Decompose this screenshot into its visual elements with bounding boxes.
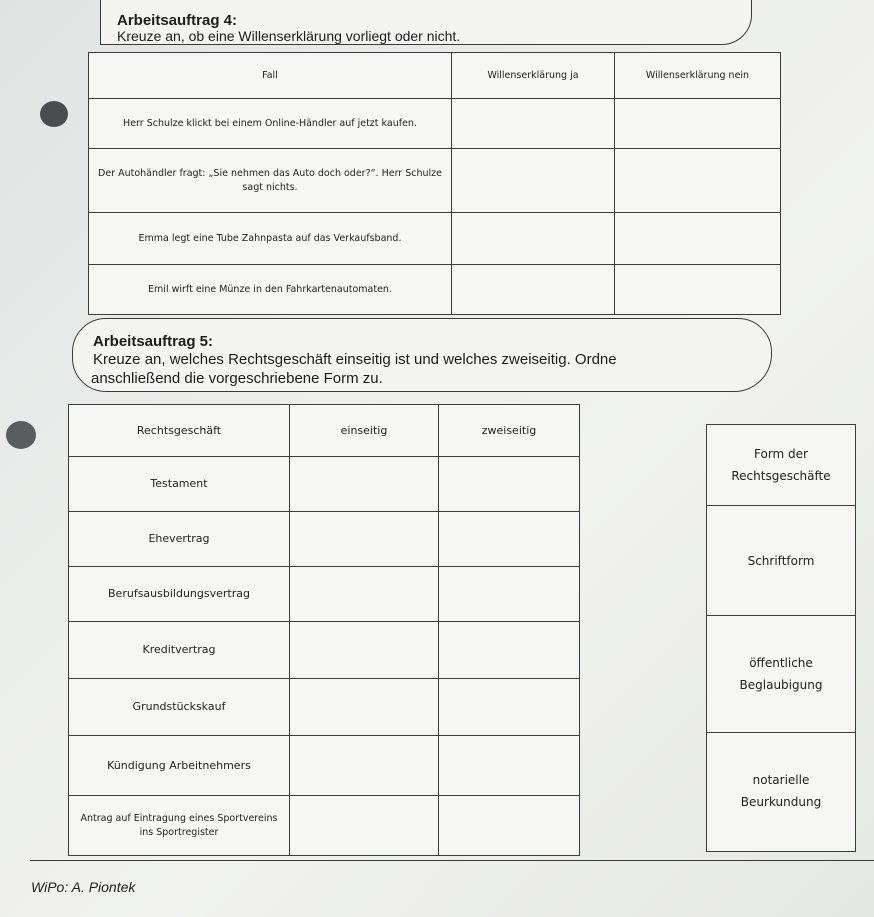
task4-case-2: Der Autohändler fragt: „Sie nehmen das Auto doch oder?“. Herr Schulze sagt nichts. bbox=[89, 149, 452, 213]
task5-header-unilateral: einseitig bbox=[290, 405, 439, 457]
table-row bbox=[69, 567, 580, 622]
checkbox-cell[interactable] bbox=[439, 796, 580, 856]
table-row bbox=[89, 213, 781, 265]
form-options-box bbox=[706, 424, 856, 852]
task4-case-4: Emil wirft eine Münze in den Fahrkartenautomaten. bbox=[89, 265, 452, 315]
checkbox-cell[interactable] bbox=[452, 99, 615, 149]
form-option-notarization[interactable] bbox=[707, 733, 855, 849]
table-row bbox=[89, 99, 781, 149]
checkbox-cell[interactable] bbox=[615, 149, 781, 213]
form-option-written[interactable] bbox=[707, 506, 855, 616]
bullet-point bbox=[40, 101, 68, 127]
task5-transaction-5: Grundstückskauf bbox=[69, 679, 290, 736]
form-option-label: notarielle bbox=[752, 773, 810, 787]
form-option-label: Schriftform bbox=[747, 553, 815, 568]
task4-instruction: Kreuze an, ob eine Willenserklärung vorliegt oder nicht. bbox=[117, 28, 461, 44]
footer-divider bbox=[30, 860, 874, 861]
checkbox-cell[interactable] bbox=[290, 679, 439, 736]
checkbox-cell[interactable] bbox=[439, 567, 580, 622]
bullet-point bbox=[6, 421, 36, 449]
task5-table bbox=[68, 404, 580, 856]
task4-table bbox=[88, 52, 781, 315]
checkbox-cell[interactable] bbox=[452, 149, 615, 213]
checkbox-cell[interactable] bbox=[290, 796, 439, 856]
checkbox-cell[interactable] bbox=[615, 213, 781, 265]
task5-transaction-1: Testament bbox=[69, 457, 290, 512]
form-option-label: Beurkundung bbox=[740, 795, 822, 809]
footer-author: WiPo: A. Piontek bbox=[31, 879, 136, 895]
checkbox-cell[interactable] bbox=[439, 679, 580, 736]
form-box-header-line2: Rechtsgeschäfte bbox=[731, 469, 831, 483]
table-row bbox=[69, 796, 580, 856]
task5-transaction-3: Berufsausbildungsvertrag bbox=[69, 567, 290, 622]
checkbox-cell[interactable] bbox=[290, 622, 439, 679]
table-row bbox=[89, 265, 781, 315]
task4-header-case: Fall bbox=[89, 53, 452, 99]
form-option-public-certification[interactable] bbox=[707, 616, 855, 733]
checkbox-cell[interactable] bbox=[439, 736, 580, 796]
task5-bubble bbox=[72, 318, 772, 392]
checkbox-cell[interactable] bbox=[290, 457, 439, 512]
form-option-label: öffentliche bbox=[749, 656, 813, 670]
checkbox-cell[interactable] bbox=[290, 512, 439, 567]
task4-case-3: Emma legt eine Tube Zahnpasta auf das Verkaufsband. bbox=[89, 213, 452, 265]
table-row bbox=[89, 149, 781, 213]
task4-header-yes: Willenserklärung ja bbox=[452, 53, 615, 99]
form-box-header bbox=[707, 425, 855, 506]
task4-header-no: Willenserklärung nein bbox=[615, 53, 781, 99]
checkbox-cell[interactable] bbox=[290, 736, 439, 796]
table-row bbox=[69, 679, 580, 736]
task4-case-1: Herr Schulze klickt bei einem Online-Händler auf jetzt kaufen. bbox=[89, 99, 452, 149]
checkbox-cell[interactable] bbox=[439, 512, 580, 567]
checkbox-cell[interactable] bbox=[452, 265, 615, 315]
table-row bbox=[69, 457, 580, 512]
checkbox-cell[interactable] bbox=[615, 265, 781, 315]
task4-bubble bbox=[100, 0, 752, 45]
checkbox-cell[interactable] bbox=[452, 213, 615, 265]
task5-instruction-line1: Kreuze an, welches Rechtsgeschäft einseitig ist und welches zweiseitig. Ordne bbox=[93, 351, 617, 368]
form-box-header-line1: Form der bbox=[754, 447, 808, 461]
task5-instruction-line2: anschließend die vorgeschriebene Form zu. bbox=[91, 370, 383, 387]
task5-transaction-7: Antrag auf Eintragung eines Sportvereins ins Sportregister bbox=[69, 796, 290, 856]
table-row bbox=[69, 622, 580, 679]
checkbox-cell[interactable] bbox=[439, 457, 580, 512]
task5-header-bilateral: zweiseitig bbox=[439, 405, 580, 457]
checkbox-cell[interactable] bbox=[290, 567, 439, 622]
task5-transaction-2: Ehevertrag bbox=[69, 512, 290, 567]
task5-title: Arbeitsauftrag 5: bbox=[93, 333, 214, 350]
table-row bbox=[69, 736, 580, 796]
task5-transaction-6: Kündigung Arbeitnehmers bbox=[69, 736, 290, 796]
checkbox-cell[interactable] bbox=[439, 622, 580, 679]
table-row bbox=[69, 512, 580, 567]
task5-transaction-4: Kreditvertrag bbox=[69, 622, 290, 679]
task4-title: Arbeitsauftrag 4: bbox=[117, 12, 238, 29]
checkbox-cell[interactable] bbox=[615, 99, 781, 149]
task5-header-transaction: Rechtsgeschäft bbox=[69, 405, 290, 457]
form-option-label: Beglaubigung bbox=[739, 678, 823, 692]
